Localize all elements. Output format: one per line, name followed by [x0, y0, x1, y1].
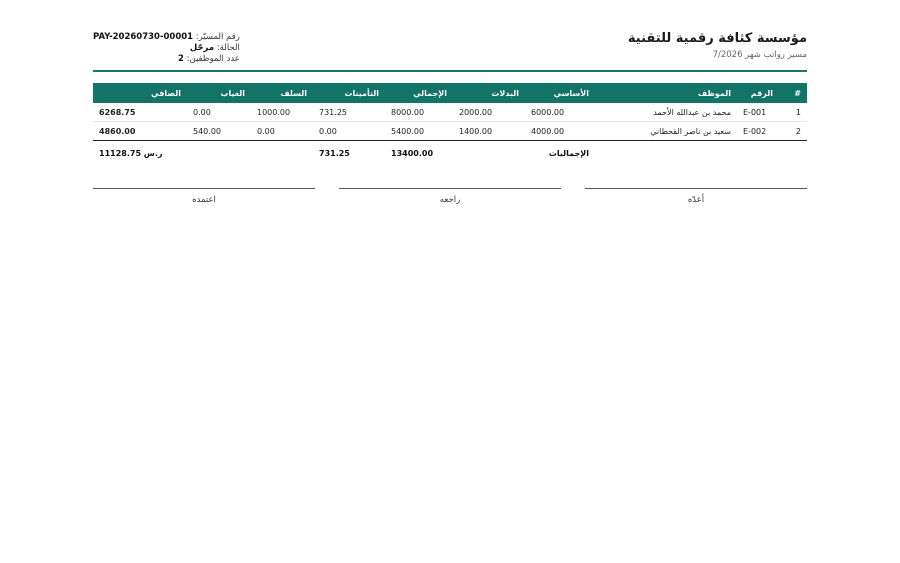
employee-count-line — [93, 54, 240, 65]
employee-count: 2 — [177, 54, 184, 64]
document-meta — [93, 32, 240, 65]
cell-index: 2 — [779, 122, 807, 141]
run-number: PAY-20260730-00001 — [93, 32, 194, 42]
signature-reviewed: راجعه — [339, 188, 561, 205]
table-row — [93, 122, 807, 141]
status-value: مرحّل — [189, 43, 215, 53]
cell-basic: 6000.00 — [525, 103, 595, 122]
col-insurance: التأمينات — [313, 83, 385, 103]
totals-net: 11128.75 ر.س — [99, 148, 163, 158]
totals-label: الإجماليات — [548, 148, 589, 158]
status-line — [93, 43, 240, 54]
totals-spacer — [737, 141, 779, 166]
run-number-line — [93, 32, 240, 43]
cell-insurance: 0.00 — [313, 122, 385, 141]
document-header — [93, 30, 807, 70]
totals-row — [93, 141, 807, 166]
company-name: مؤسسة كثافة رقمية للتقنية — [627, 31, 807, 46]
cell-net: 6268.75 — [93, 103, 187, 122]
table-row — [93, 103, 807, 122]
col-net: الصافي — [93, 83, 187, 103]
signature-section — [93, 188, 807, 205]
payroll-table — [93, 83, 807, 165]
company-block — [628, 30, 807, 61]
cell-allowances: 2000.00 — [453, 103, 525, 122]
totals-insurance: 731.25 — [319, 148, 350, 158]
totals-gross: 13400.00 — [391, 148, 434, 158]
totals-spacer — [187, 141, 251, 166]
status-label: الحالة: — [216, 43, 240, 53]
header-divider — [93, 70, 807, 72]
col-index: # — [779, 83, 807, 103]
totals-spacer — [779, 141, 807, 166]
cell-absence: 0.00 — [187, 103, 251, 122]
cell-advances: 1000.00 — [251, 103, 313, 122]
cell-employee: سعيد بن ناصر القحطاني — [595, 122, 737, 141]
document-subtitle: مسير رواتب شهر 7/2026 — [712, 50, 807, 60]
cell-code: E-002 — [737, 122, 779, 141]
col-basic: الأساسي — [525, 83, 595, 103]
cell-absence: 540.00 — [187, 122, 251, 141]
cell-gross: 5400.00 — [385, 122, 453, 141]
table-header-row — [93, 83, 807, 103]
totals-spacer — [595, 141, 737, 166]
cell-employee: محمد بن عبدالله الأحمد — [595, 103, 737, 122]
col-advances: السلف — [251, 83, 313, 103]
signature-approved: اعتمده — [93, 188, 315, 205]
cell-insurance: 731.25 — [313, 103, 385, 122]
payroll-document — [93, 30, 807, 205]
signature-prepared: أعدّه — [585, 188, 807, 205]
col-gross: الإجمالي — [385, 83, 453, 103]
employee-count-label: عدد الموظفين: — [186, 54, 240, 64]
cell-advances: 0.00 — [251, 122, 313, 141]
col-employee: الموظف — [595, 83, 737, 103]
cell-basic: 4000.00 — [525, 122, 595, 141]
cell-gross: 8000.00 — [385, 103, 453, 122]
cell-code: E-001 — [737, 103, 779, 122]
cell-net: 4860.00 — [93, 122, 187, 141]
run-number-label: رقم المسيّر: — [195, 32, 240, 42]
cell-index: 1 — [779, 103, 807, 122]
col-code: الرقم — [737, 83, 779, 103]
totals-spacer — [251, 141, 313, 166]
totals-spacer — [453, 141, 525, 166]
cell-allowances: 1400.00 — [453, 122, 525, 141]
col-allowances: البدلات — [453, 83, 525, 103]
col-absence: الغياب — [187, 83, 251, 103]
